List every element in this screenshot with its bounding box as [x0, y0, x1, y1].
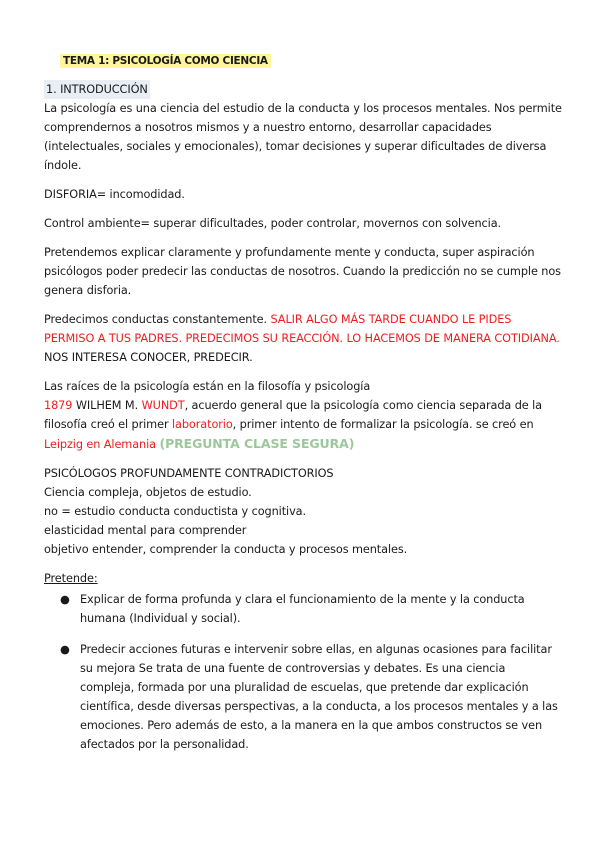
- page-title: TEMA 1: PSICOLOGÍA COMO CIENCIA: [60, 54, 271, 68]
- pretendemos-paragraph: Pretendemos explicar claramente y profundamente mente y conducta, super aspiración psicólogos poder predecir las conductas de nosotros. Cuando la predicción no se cumple nos genera disforia.: [44, 246, 561, 297]
- raices-line1: Las raíces de la psicología están en la filosofía y psicología: [44, 380, 371, 393]
- disforia-paragraph: DISFORIA= incomodidad.: [44, 188, 185, 201]
- predecimos-example: SALIR ALGO MÁS TARDE CUANDO LE PIDES PERMISO A TUS PADRES. PREDECIMOS SU REACCIÓN. LO HACEMOS DE MANERA COTIDIANA.: [44, 313, 560, 345]
- raices-text1: , acuerdo general que la psicología como ciencia separada de la filosofía creó el primer: [44, 399, 542, 431]
- contradictorios-line: no = estudio conducta conductista y cognitiva.: [44, 505, 306, 518]
- predecimos-tail: NOS INTERESA CONOCER, PREDECIR.: [44, 351, 253, 364]
- bullet-icon: ●: [60, 643, 70, 656]
- bullet-icon: ●: [60, 593, 70, 606]
- contradictorios-line: Ciencia compleja, objetos de estudio.: [44, 486, 252, 499]
- raices-name-wundt: WUNDT: [141, 399, 185, 412]
- section-heading: 1. INTRODUCCIÓN: [44, 80, 150, 99]
- predecimos-lead: Predecimos conductas constantemente.: [44, 313, 268, 326]
- list-item: [60, 640, 562, 754]
- list-item: [60, 590, 562, 628]
- raices-name-lead: WILHEM M.: [75, 399, 139, 412]
- list-item-text: Explicar de forma profunda y clara el funcionamiento de la mente y la conducta humana (Individual y social).: [80, 593, 525, 625]
- control-paragraph: Control ambiente= superar dificultades, poder controlar, movernos con solvencia.: [44, 217, 502, 230]
- raices-year: 1879: [44, 399, 73, 412]
- list-item-text: Predecir acciones futuras e intervenir sobre ellas, en algunas ocasiones para facilitar su mejora Se trata de una fuente de controversias y debates. Es una ciencia compleja, formada por una pluralidad de escuelas, que pretende dar explicación científica, desde diversas perspectivas, a la conducta, a los procesos mentales y a las emociones. Pero además de esto, a la manera en la que ambos constructos se ven afectados por la personalidad.: [80, 643, 558, 751]
- raices-text2: , primer intento de formalizar la psicología. se creó en: [232, 418, 534, 431]
- raices-exam-note: (PREGUNTA CLASE SEGURA): [159, 436, 355, 451]
- contradictorios-line: elasticidad mental para comprender: [44, 524, 247, 537]
- pretende-heading: Pretende:: [44, 572, 98, 585]
- intro-paragraph: La psicología es una ciencia del estudio de la conducta y los procesos mentales. Nos permite comprendernos a nosotros mismos y a nuestro entorno, desarrollar capacidades (intelectuales, sociales y emocionales), tomar decisiones y superar dificultades de diversa índole.: [44, 102, 562, 172]
- contradictorios-line: objetivo entender, comprender la conducta y procesos mentales.: [44, 543, 408, 556]
- document-body: [44, 80, 562, 766]
- contradictorios-line: PSICÓLOGOS PROFUNDAMENTE CONTRADICTORIOS: [44, 467, 334, 480]
- predecimos-paragraph: [44, 310, 562, 367]
- raices-paragraph: [44, 377, 562, 454]
- raices-laboratorio: laboratorio: [172, 418, 233, 431]
- pretende-list: [44, 590, 562, 754]
- contradictorios-block: [44, 464, 562, 559]
- raices-place: Leipzig en Alemania: [44, 438, 156, 451]
- pretende-paragraph: [44, 569, 562, 588]
